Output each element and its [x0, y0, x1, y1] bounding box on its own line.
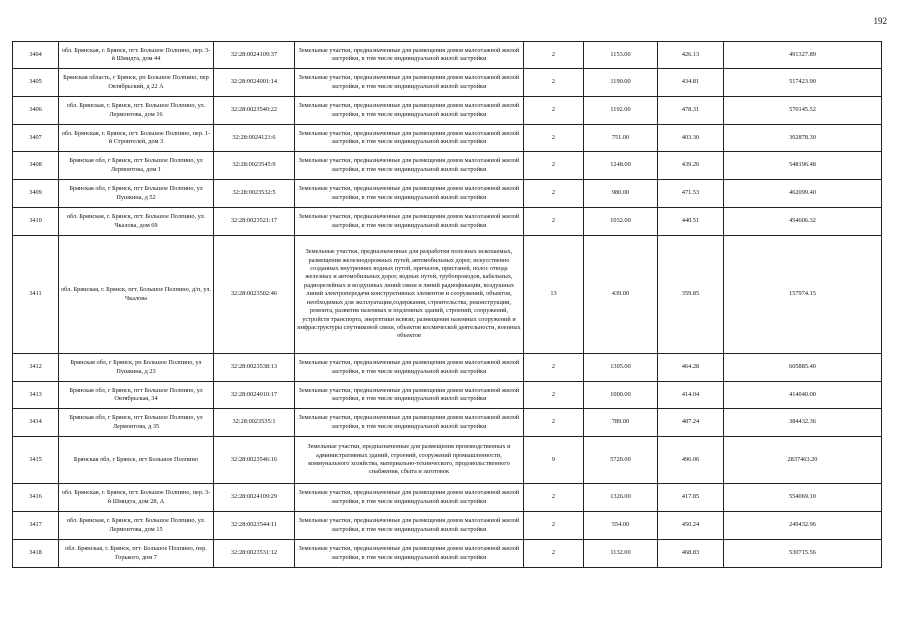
cadastral-number: 32:28:0023538:13 [214, 354, 295, 382]
specific-value: 440.51 [658, 208, 724, 236]
group-code: 2 [524, 409, 584, 437]
table-row [13, 97, 882, 125]
land-purpose: Земельные участки, предназначенные для размещения домов малоэтажной жилой застройки, в том числе индивидуальной жилой застройки [295, 180, 524, 208]
table-row [13, 208, 882, 236]
group-code: 2 [524, 484, 584, 512]
row-number: 3411 [13, 236, 59, 354]
address: Брянская обл, г Брянск, пгт Большое Полпино [59, 437, 214, 484]
address: обл. Брянская, г. Брянск, пгт. Большое Полпино, пер. Горького, дом 7 [59, 540, 214, 568]
area: 1190.00 [584, 69, 658, 97]
group-code: 2 [524, 97, 584, 125]
group-code: 2 [524, 180, 584, 208]
area: 5720.00 [584, 437, 658, 484]
land-purpose: Земельные участки, предназначенные для размещения домов малоэтажной жилой застройки, в том числе индивидуальной жилой застройки [295, 42, 524, 69]
cadastral-value: 491327.89 [724, 42, 882, 69]
row-number: 3404 [13, 42, 59, 69]
row-number: 3416 [13, 484, 59, 512]
area: 1326.00 [584, 484, 658, 512]
area: 1248.00 [584, 152, 658, 180]
area: 1192.00 [584, 97, 658, 125]
land-purpose: Земельные участки, предназначенные для размещения домов малоэтажной жилой застройки, в том числе индивидуальной жилой застройки [295, 97, 524, 125]
specific-value: 426.13 [658, 42, 724, 69]
cadastral-value: 548196.48 [724, 152, 882, 180]
cadastral-value: 462099.40 [724, 180, 882, 208]
cadastral-number: 32:28:0023521:17 [214, 208, 295, 236]
specific-value: 359.85 [658, 236, 724, 354]
row-number: 3417 [13, 512, 59, 540]
row-number: 3415 [13, 437, 59, 484]
address: Брянская обл, г Брянск, пгт Большое Полпино, ул Пушкина, д 52 [59, 180, 214, 208]
area: 1305.00 [584, 354, 658, 382]
cadastral-value: 249432.96 [724, 512, 882, 540]
table-row [13, 152, 882, 180]
land-purpose: Земельные участки, предназначенные для разработки полезных ископаемых, размещения железнодорожных путей, автомобильных дорог, искусственно созданных внутренних водных путей, причалов, пристаней, полос отвода железных и автомобильных дорог, водных путей, трубопроводов, кабельных, радиорелейных и воздушных линий связи и линий радиофикации, воздушных линий электропередачи конструктивных элементов и сооружений, объектов, необходимых для эксплуатации,содержания, строительства, реконструкции, ремонта, развития наземных и подземных зданий, строений, сооружений, устройств транспорта, энергетики исвязи; размещения наземных сооружений и инфраструктуры спутниковой связи, объектов космической деятельности, военных объектов [295, 236, 524, 354]
table-row [13, 409, 882, 437]
area: 1132.00 [584, 540, 658, 568]
cadastral-number: 32:28:0023532:5 [214, 180, 295, 208]
specific-value: 471.53 [658, 180, 724, 208]
table-row [13, 125, 882, 152]
cadastral-number: 32:28:0023544:11 [214, 512, 295, 540]
row-number: 3412 [13, 354, 59, 382]
cadastral-number: 32:28:0023546:16 [214, 437, 295, 484]
specific-value: 450.24 [658, 512, 724, 540]
specific-value: 439.26 [658, 152, 724, 180]
cadastral-value: 554069.10 [724, 484, 882, 512]
table-row [13, 69, 882, 97]
specific-value: 464.28 [658, 354, 724, 382]
cadastral-number: 32:28:0023535:1 [214, 409, 295, 437]
address: обл. Брянская, г. Брянск, пгт. Большое Полпино, пер. 3-й Шмидта, дом 44 [59, 42, 214, 69]
cadastral-value: 605885.40 [724, 354, 882, 382]
area: 1153.00 [584, 42, 658, 69]
land-purpose: Земельные участки, предназначенные для размещения домов малоэтажной жилой застройки, в том числе индивидуальной жилой застройки [295, 382, 524, 409]
row-number: 3409 [13, 180, 59, 208]
cadastral-value: 414040.00 [724, 382, 882, 409]
land-purpose: Земельные участки, предназначенные для размещения производственных и административных зданий, строений, сооружений промышленности, коммунального хозяйства, материально-технического, продовольственного снабжения, сбыта и заготовок [295, 437, 524, 484]
table-row [13, 437, 882, 484]
address: Брянская обл, г Брянск, пгт Большое Полпино, ул Лермонтова, дом 1 [59, 152, 214, 180]
row-number: 3405 [13, 69, 59, 97]
table-row [13, 512, 882, 540]
area: 980.00 [584, 180, 658, 208]
area: 789.00 [584, 409, 658, 437]
cadastral-number: 32:28:0023502:46 [214, 236, 295, 354]
area: 554.00 [584, 512, 658, 540]
cadastral-value: 2837463.20 [724, 437, 882, 484]
table-row [13, 180, 882, 208]
land-purpose: Земельные участки, предназначенные для размещения домов малоэтажной жилой застройки, в том числе индивидуальной жилой застройки [295, 540, 524, 568]
specific-value: 434.81 [658, 69, 724, 97]
row-number: 3410 [13, 208, 59, 236]
address: обл. Брянская, г. Брянск, пгт. Большое Полпино, пер. 1-й Строителей, дом 3 [59, 125, 214, 152]
specific-value: 496.06 [658, 437, 724, 484]
address: обл. Брянская, г. Брянск, пгт. Большое Полпино, ул. Чкалова, дом 69 [59, 208, 214, 236]
address: Брянская обл, г Брянск, пгт Большое Полпино, ул Лермонтова, д 35 [59, 409, 214, 437]
group-code: 2 [524, 208, 584, 236]
address: обл. Брянская, г. Брянск, пгт. Большое Полпино, ул. Лермонтова, дом 15 [59, 512, 214, 540]
cadastral-number: 32:28:0024001:14 [214, 69, 295, 97]
cadastral-number: 32:28:0023545:9 [214, 152, 295, 180]
area: 439.00 [584, 236, 658, 354]
group-code: 2 [524, 512, 584, 540]
land-purpose: Земельные участки, предназначенные для размещения домов малоэтажной жилой застройки, в том числе индивидуальной жилой застройки [295, 125, 524, 152]
cadastral-number: 32:28:0024121:6 [214, 125, 295, 152]
address: обл. Брянская, г. Брянск, пгт. Большое Полпино, ул. Лермонтова, дом 16 [59, 97, 214, 125]
area: 1032.00 [584, 208, 658, 236]
row-number: 3413 [13, 382, 59, 409]
area: 751.00 [584, 125, 658, 152]
land-purpose: Земельные участки, предназначенные для размещения домов малоэтажной жилой застройки, в том числе индивидуальной жилой застройки [295, 208, 524, 236]
group-code: 13 [524, 236, 584, 354]
address: обл. Брянская, г. Брянск, пгт. Большое Полпино, пер. 3-й Шмидта, дом 28, А [59, 484, 214, 512]
specific-value: 403.30 [658, 125, 724, 152]
table-row [13, 540, 882, 568]
cadastral-value-table [12, 41, 882, 568]
address: обл. Брянская, г. Брянск, пгт. Большое Полпино, д/п, ул. Чкалова [59, 236, 214, 354]
cadastral-value: 517423.90 [724, 69, 882, 97]
land-purpose: Земельные участки, предназначенные для размещения домов малоэтажной жилой застройки, в том числе индивидуальной жилой застройки [295, 484, 524, 512]
cadastral-number: 32:28:0024010:17 [214, 382, 295, 409]
row-number: 3414 [13, 409, 59, 437]
table-row [13, 484, 882, 512]
row-number: 3418 [13, 540, 59, 568]
table-row [13, 236, 882, 354]
group-code: 2 [524, 125, 584, 152]
cadastral-number: 32:28:0023540:22 [214, 97, 295, 125]
table-row [13, 354, 882, 382]
specific-value: 468.83 [658, 540, 724, 568]
group-code: 2 [524, 152, 584, 180]
cadastral-value: 384432.36 [724, 409, 882, 437]
specific-value: 478.31 [658, 97, 724, 125]
row-number: 3406 [13, 97, 59, 125]
page-number: 192 [873, 16, 887, 26]
address: Брянская область, г Брянск, рп Большое Полпино, пер Октябрьский, д 22 А [59, 69, 214, 97]
group-code: 2 [524, 69, 584, 97]
land-purpose: Земельные участки, предназначенные для размещения домов малоэтажной жилой застройки, в том числе индивидуальной жилой застройки [295, 409, 524, 437]
land-purpose: Земельные участки, предназначенные для размещения домов малоэтажной жилой застройки, в том числе индивидуальной жилой застройки [295, 512, 524, 540]
row-number: 3407 [13, 125, 59, 152]
address: Брянская обл, г Брянск, рп Большое Полпино, ул Пушкина, д 23 [59, 354, 214, 382]
table-row [13, 382, 882, 409]
row-number: 3408 [13, 152, 59, 180]
cadastral-value: 157974.15 [724, 236, 882, 354]
group-code: 2 [524, 354, 584, 382]
cadastral-value: 454606.32 [724, 208, 882, 236]
cadastral-value: 302878.30 [724, 125, 882, 152]
area: 1000.00 [584, 382, 658, 409]
specific-value: 417.85 [658, 484, 724, 512]
cadastral-number: 32:28:0024109:29 [214, 484, 295, 512]
group-code: 2 [524, 382, 584, 409]
cadastral-number: 32:28:0023531:12 [214, 540, 295, 568]
land-purpose: Земельные участки, предназначенные для размещения домов малоэтажной жилой застройки, в том числе индивидуальной жилой застройки [295, 152, 524, 180]
land-purpose: Земельные участки, предназначенные для размещения домов малоэтажной жилой застройки, в том числе индивидуальной жилой застройки [295, 69, 524, 97]
group-code: 9 [524, 437, 584, 484]
specific-value: 487.24 [658, 409, 724, 437]
cadastral-number: 32:28:0024109:37 [214, 42, 295, 69]
group-code: 2 [524, 540, 584, 568]
cadastral-value: 570145.52 [724, 97, 882, 125]
table-row [13, 42, 882, 69]
group-code: 2 [524, 42, 584, 69]
land-purpose: Земельные участки, предназначенные для размещения домов малоэтажной жилой застройки, в том числе индивидуальной жилой застройки [295, 354, 524, 382]
address: Брянская обл, г Брянск, пгт Большое Полпино, ул Октябрьская, 34 [59, 382, 214, 409]
specific-value: 414.04 [658, 382, 724, 409]
cadastral-value: 530715.56 [724, 540, 882, 568]
